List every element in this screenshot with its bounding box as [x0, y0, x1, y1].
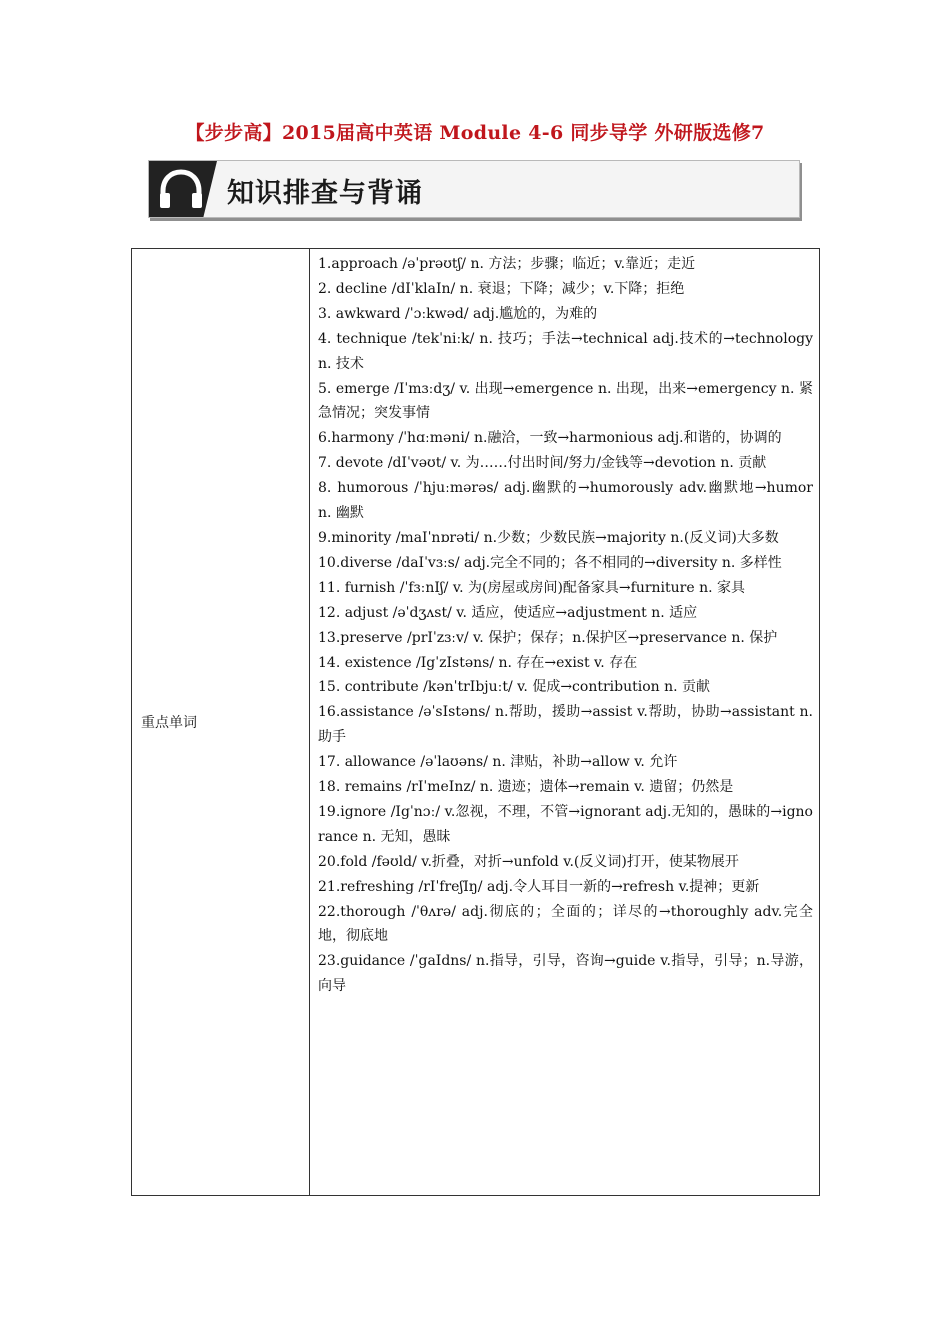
vocab-entry: 19.ignore /Igˈnɔː/ v.忽视，不理，不管→ignorant adj.无知的，愚昧的→ignorance n. 无知，愚昧 [318, 803, 813, 845]
vocab-entry: 9.minority /maIˈnɒrəti/ n.少数；少数民族→majority n.(反义词)大多数 [318, 529, 779, 546]
vocab-entry: 2. decline /dIˈklaIn/ n. 衰退；下降；减少；v.下降；拒绝 [318, 280, 685, 297]
vocab-entry: 8. humorous /ˈhjuːmərəs/ adj.幽默的→humorously adv.幽默地→humor n. 幽默 [318, 480, 813, 522]
vocab-entry: 16.assistance /əˈsIstəns/ n.帮助，援助→assist v.帮助，协助→assistant n. 助手 [318, 704, 813, 746]
category-cell: 重点单词 [132, 249, 310, 1196]
vocab-entry: 17. allowance /əˈlaʊəns/ n. 津贴，补助→allow v. 允许 [318, 754, 678, 771]
vocab-entry: 5. emerge /Iˈmɜːdʒ/ v. 出现→emergence n. 出现，出来→emergency n. 紧急情况；突发事情 [318, 380, 813, 422]
headphones-icon [157, 167, 205, 211]
vocab-entry: 7. devote /dIˈvəʊt/ v. 为……付出时间/努力/金钱等→devotion n. 贡献 [318, 455, 767, 472]
vocab-entry: 22.thorough /ˈθʌrə/ adj.彻底的；全面的；详尽的→thoroughly adv.完全地，彻底地 [318, 903, 813, 945]
vocab-entry: 15. contribute /kənˈtrIbjuːt/ v. 促成→contribution n. 贡献 [318, 679, 711, 696]
vocab-entry: 23.guidance /ˈgaIdns/ n.指导，引导，咨询→guide v.指导，引导；n.导游，向导 [318, 953, 813, 995]
vocab-entry: 14. existence /IgˈzIstəns/ n. 存在→exist v. 存在 [318, 654, 638, 671]
entries-cell [310, 249, 820, 1196]
vocab-entry: 13.preserve /prIˈzɜːv/ v. 保护；保存；n.保护区→preservance n. 保护 [318, 629, 778, 646]
table-row [132, 249, 820, 1196]
vocab-entry: 1.approach /əˈprəʊtʃ/ n. 方法；步骤；临近；v.靠近；走近 [318, 256, 696, 272]
vocab-entry: 11. furnish /ˈfɜːnIʃ/ v. 为(房屋或房间)配备家具→furniture n. 家具 [318, 579, 746, 596]
vocabulary-table [131, 248, 820, 1196]
vocab-entry: 12. adjust /əˈdʒʌst/ v. 适应，使适应→adjustment n. 适应 [318, 604, 698, 621]
vocab-entry: 10.diverse /daIˈvɜːs/ adj.完全不同的；各不相同的→diversity n. 多样性 [318, 554, 782, 571]
vocab-entry: 3. awkward /ˈɔːkwəd/ adj.尴尬的，为难的 [318, 305, 598, 322]
vocab-entry: 4. technique /tekˈniːk/ n. 技巧；手法→technical adj.技术的→technology n. 技术 [318, 330, 813, 372]
banner-label: 知识排查与背诵 [227, 178, 423, 209]
vocab-entry: 21.refreshing /rIˈfreʃIŋ/ adj.令人耳目一新的→refresh v.提神；更新 [318, 878, 760, 895]
vocab-entry: 20.fold /fəʊld/ v.折叠，对折→unfold v.(反义词)打开，使某物展开 [318, 853, 739, 870]
document-title: 【步步高】2015届高中英语 Module 4-6 同步导学 外研版选修7 [185, 122, 765, 144]
vocab-entry: 6.harmony /ˈhɑːməni/ n.融洽，一致→harmonious adj.和谐的，协调的 [318, 430, 782, 447]
section-banner [148, 160, 800, 218]
vocab-entry: 18. remains /rIˈmeInz/ n. 遗迹；遗体→remain v. 遗留；仍然是 [318, 779, 734, 796]
